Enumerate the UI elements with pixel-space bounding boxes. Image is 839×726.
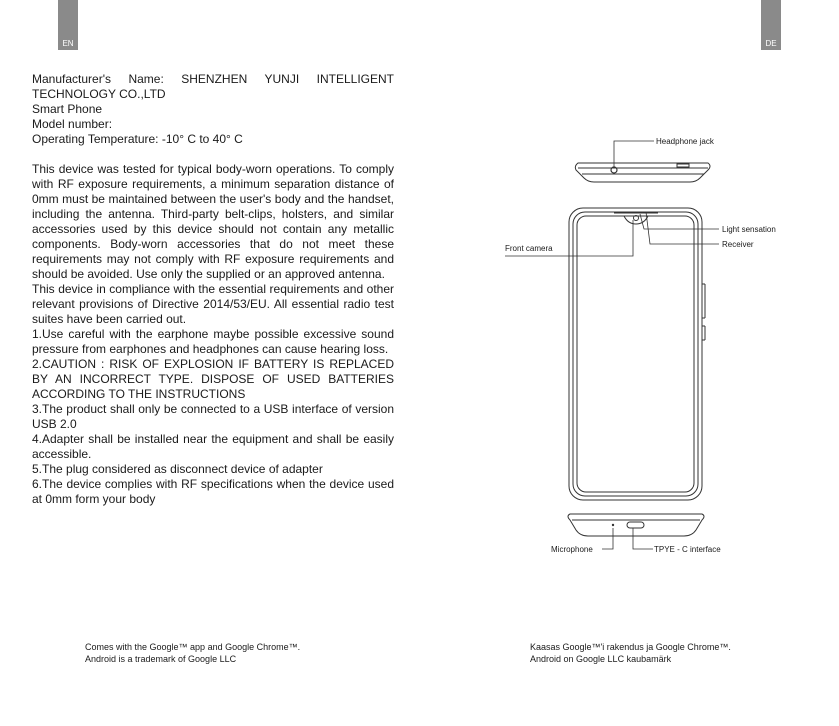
plug-note: 5.The plug considered as disconnect device of adapter: [32, 462, 323, 476]
manufacturer-name-cont: TECHNOLOGY CO.,LTD: [32, 87, 166, 101]
language-tab-de-label: DE: [765, 39, 777, 48]
directive-paragraph: This device in compliance with the essential requirements and other relevant provisions of Directive 2014/53/EU. All essential radio test suites have been carried out.: [32, 282, 394, 326]
front-camera-label: Front camera: [505, 244, 553, 253]
rf-exposure-paragraph: This device was tested for typical body-worn operations. To comply with RF exposure requirements, a minimum separation distance of 0mm must be maintained between the user's body and the handset, including the antenna. Third-party belt-clips, holsters, and similar accessories used by this device should not contain any metallic components. Body-worn accessories that do not meet these requirements may not comply with RF exposure requirements and should be avoided. Use only the supplied or an approved antenna.: [32, 162, 394, 281]
phone-bottom-view: [568, 514, 704, 536]
adapter-note: 4.Adapter shall be installed near the equipment and shall be easily accessible.: [32, 432, 394, 461]
phone-front-view: [569, 208, 705, 500]
footer-estonian: [530, 641, 731, 665]
usb-interface-label: TPYE - C interface: [654, 545, 721, 554]
language-tab-en-label: EN: [62, 39, 74, 48]
receiver-label: Receiver: [722, 240, 754, 249]
microphone-label: Microphone: [551, 545, 593, 554]
headphone-jack-label: Headphone jack: [656, 137, 714, 146]
product-type: Smart Phone: [32, 102, 103, 116]
earphone-warning: 1.Use careful with the earphone maybe possible excessive sound pressure from earphones and headphones can cause hearing loss.: [32, 327, 394, 356]
phone-top-view: [575, 163, 710, 182]
footer-estonian-line-1: Kaasas Google™'i rakendus ja Google Chrome™.: [530, 642, 731, 652]
battery-caution: 2.CAUTION : RISK OF EXPLOSION IF BATTERY IS REPLACED BY AN INCORRECT TYPE. DISPOSE OF USED BATTERIES ACCORDING TO THE INSTRUCTIONS: [32, 357, 394, 401]
footer-english-line-2: Android is a trademark of Google LLC: [85, 654, 237, 664]
footer-estonian-line-2: Android on Google LLC kaubamärk: [530, 654, 672, 664]
light-sensation-label: Light sensation: [722, 225, 776, 234]
rf-spec-note: 6.The device complies with RF specifications when the device used at 0mm form your body: [32, 477, 394, 506]
usb-note: 3.The product shall only be connected to a USB interface of version USB 2.0: [32, 402, 394, 431]
operating-temperature: Operating Temperature: -10° C to 40° C: [32, 132, 243, 146]
footer-english-line-1: Comes with the Google™ app and Google Chrome™.: [85, 642, 301, 652]
manufacturer-name-line: Manufacturer's Name: SHENZHEN YUNJI INTELLIGENT: [32, 72, 394, 86]
footer-english: [85, 641, 300, 665]
callout-lines: [505, 141, 719, 549]
microphone-icon: [612, 524, 614, 526]
model-number: Model number:: [32, 117, 113, 131]
